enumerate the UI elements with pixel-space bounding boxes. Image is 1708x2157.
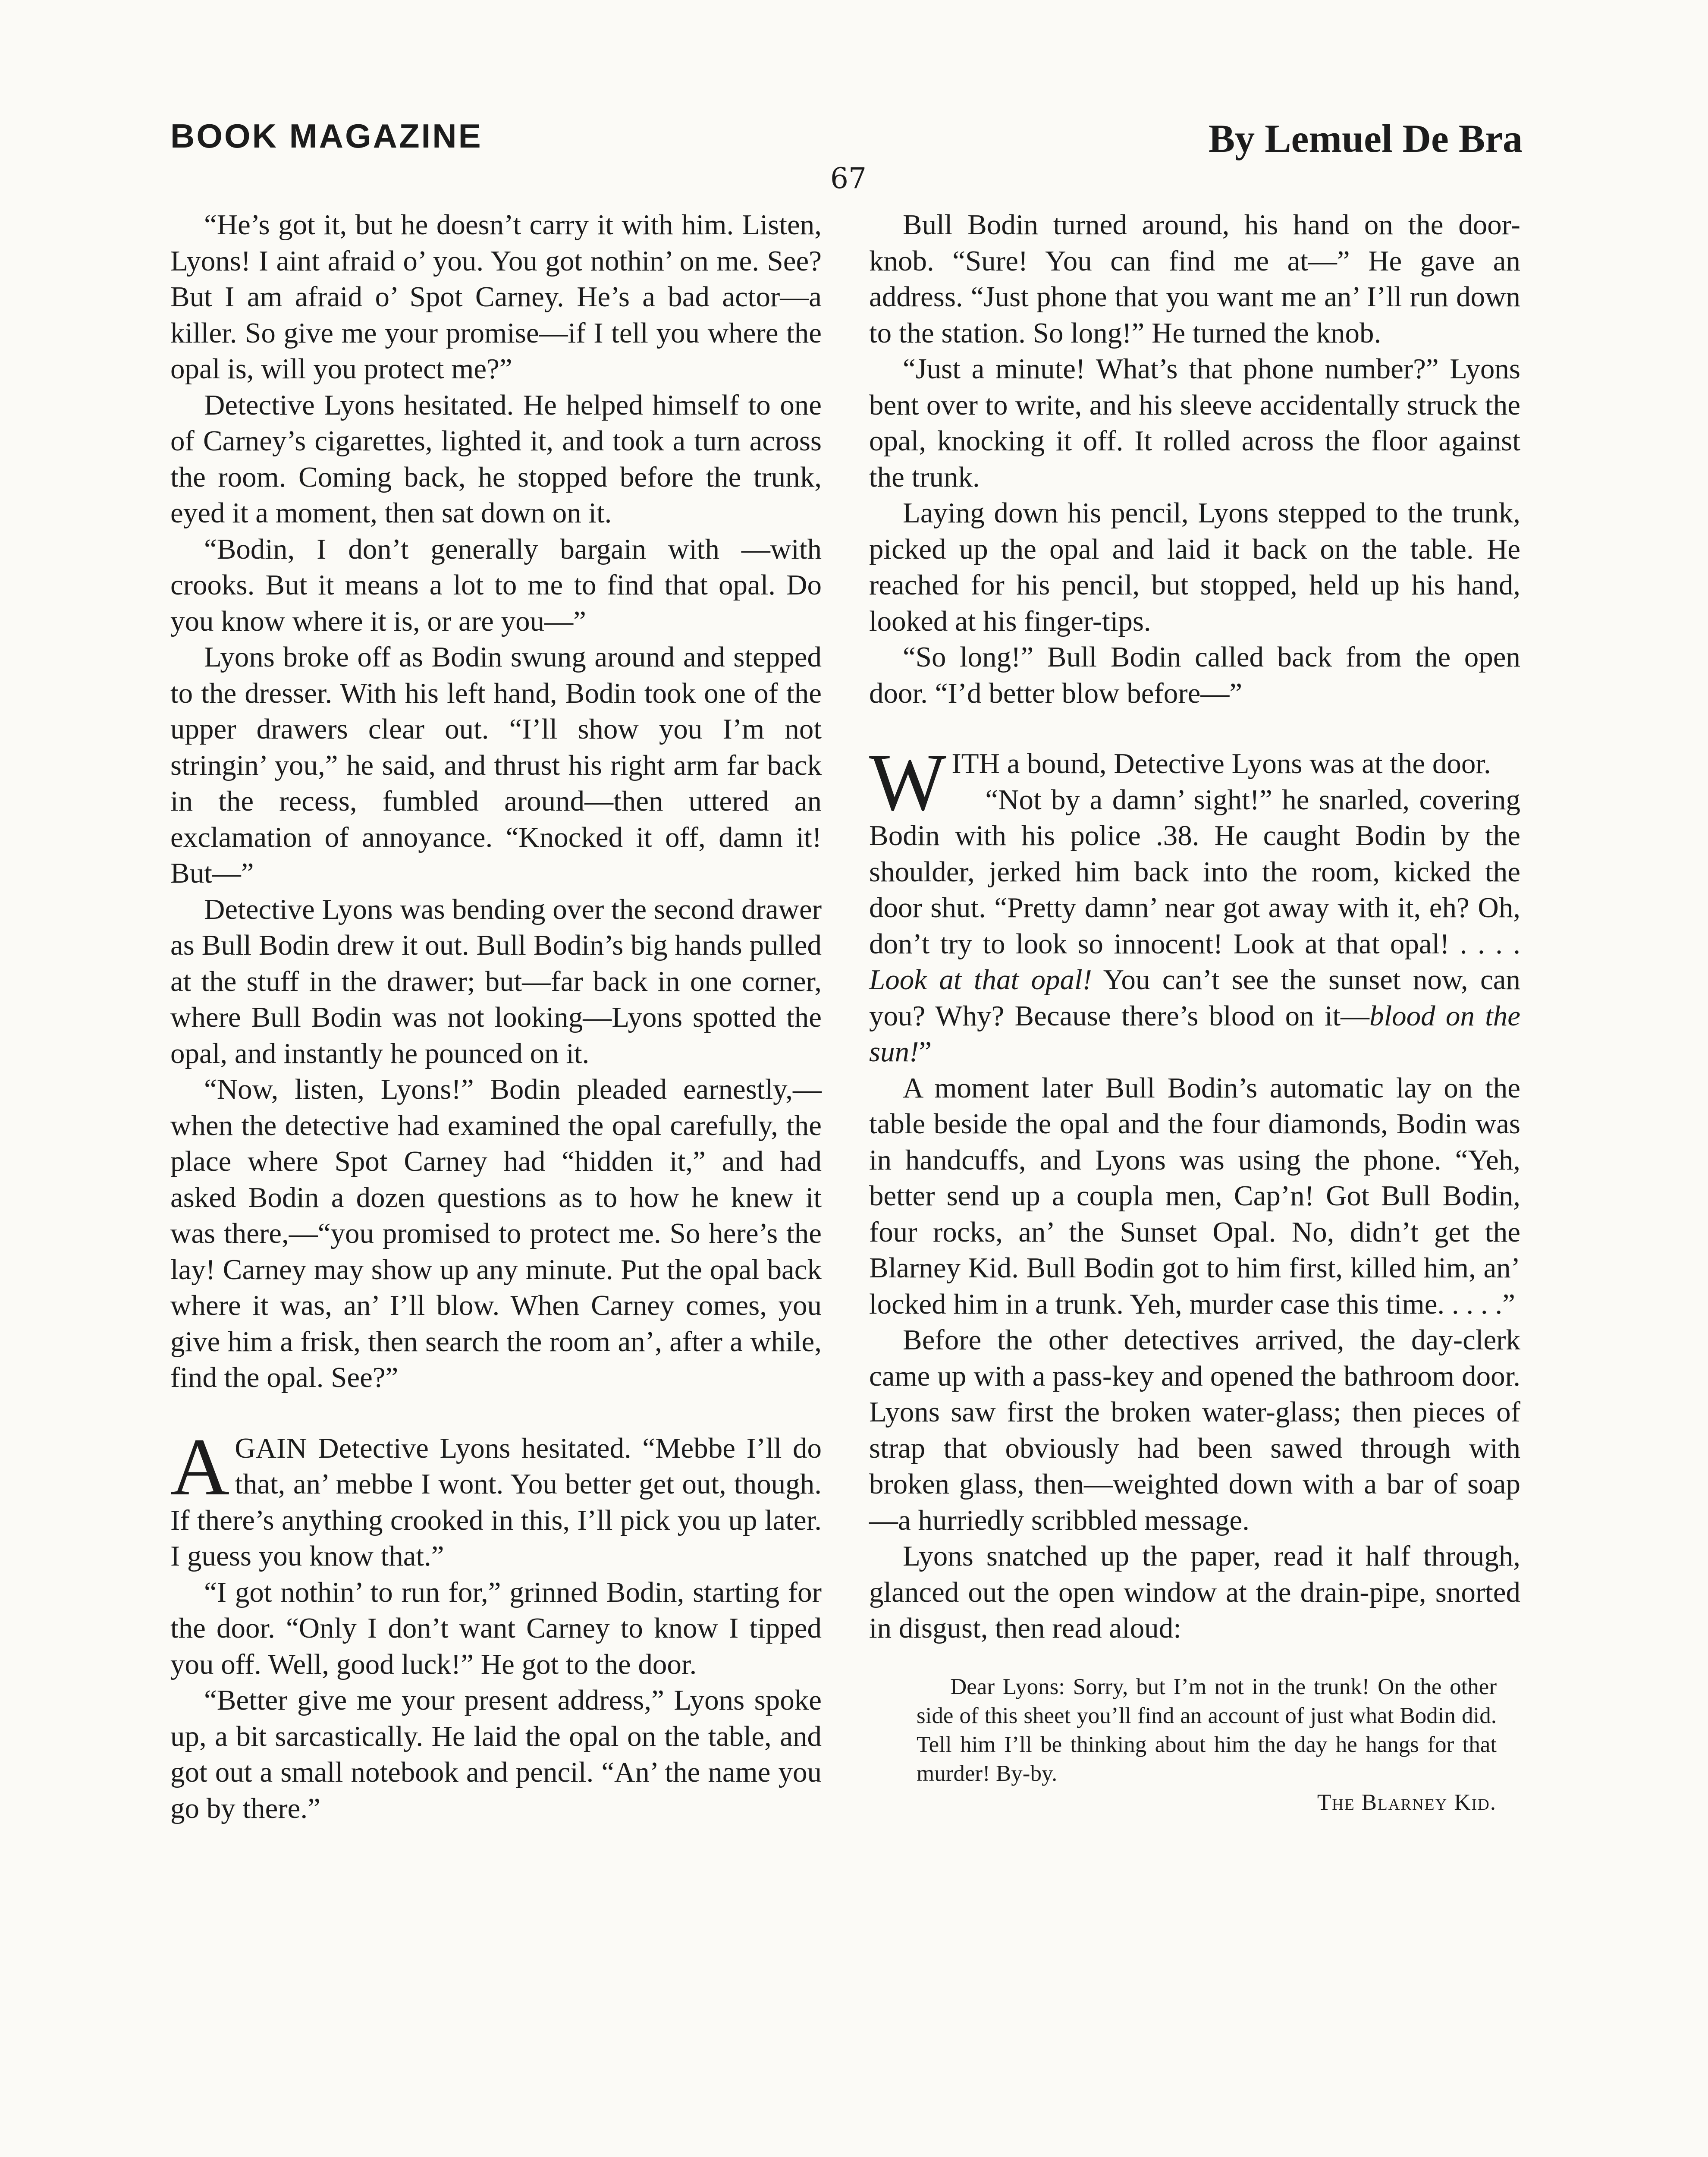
paragraph: “So long!” Bull Bodin called back from the open door. “I’d better blow before—” bbox=[869, 641, 1520, 709]
magazine-title: BOOK MAGAZINE bbox=[170, 117, 483, 155]
paragraph: “Bodin, I don’t generally bargain with —with crooks. But it means a lot to me to find that opal. Do you know where it is, or are you—” bbox=[170, 533, 822, 637]
section-opening-paragraph bbox=[869, 737, 1520, 828]
lead-in-caps: GAIN bbox=[235, 1432, 307, 1464]
page-number: 67 bbox=[830, 162, 867, 195]
paragraph: “I got nothin’ to run for,” grinned Bodin, starting for the door. “Only I don’t want Carney to know I tipped you off. Well, good luck!” He got to the door. bbox=[170, 1576, 822, 1680]
left-column bbox=[170, 207, 822, 1827]
paragraph: Bull Bodin turned around, his hand on the door-knob. “Sure! You can find me at—” He gave an address. “Just phone that you want me an’ I’ll run down to the station. So long!” He turned the knob. bbox=[869, 209, 1520, 349]
lead-in-caps: ITH bbox=[951, 748, 1000, 780]
paragraph-text: a bound, Detective Lyons was at the door. bbox=[999, 748, 1491, 780]
letter-body: Dear Lyons: Sorry, but I’m not in the trunk! On the other side of this sheet you’ll find an account of just what Bodin did. Tell him I’ll be thinking about him the day he hangs for that murder! By-by. bbox=[917, 1674, 1497, 1786]
author-byline: By Lemuel De Bra bbox=[1208, 116, 1523, 160]
section-opening-paragraph bbox=[170, 1421, 822, 1575]
paragraph: A moment later Bull Bodin’s automatic lay on the table beside the opal and the four diamonds, Bodin was in handcuffs, and Lyons was using the phone. “Yeh, better send up a coupla men, Cap’n! Got Bull Bodin, four rocks, an’ the Sunset Opal. No, didn’t get the Blarney Kid. Bull Bodin got to him first, killed him, an’ locked him in a trunk. Yeh, murder case this time. . . . .” bbox=[869, 1072, 1520, 1320]
paragraph-text: “Not by a damn’ sight!” he snarled, covering Bodin with his police .38. He caught Bodin by the shoulder, jerked him back into the room, kicked the door shut. “Pretty damn’ near got away with it, eh? Oh, don’t try to look so innocent! Look at that opal! . . . . bbox=[869, 783, 1520, 960]
paragraph: Laying down his pencil, Lyons stepped to the trunk, picked up the opal and laid it back on the table. He reached for his pencil, but stopped, held up his hand, looked at his finger-tips. bbox=[869, 497, 1520, 637]
paragraph-text: Detective Lyons hesitated. “Mebbe I’ll do that, an’ mebbe I wont. You better get out, though. If there’s anything crooked in this, I’ll pick you up later. I guess you know that.” bbox=[170, 1432, 822, 1572]
section-break bbox=[869, 711, 1520, 746]
paragraph: Before the other detectives arrived, the day-clerk came up with a pass-key and opened the bathroom door. Lyons saw first the broken water-glass; then pieces of strap that obviously had been sawed through with broken glass, then—weighted down with a bar of soap—a hurriedly scribbled message. bbox=[869, 1324, 1520, 1536]
letter-signature: The Blarney Kid. bbox=[1317, 1789, 1497, 1815]
right-column bbox=[869, 207, 1520, 1817]
paragraph-text: ” bbox=[919, 1036, 932, 1068]
paragraph: Detective Lyons was bending over the second drawer as Bull Bodin drew it out. Bull Bodin’s big hands pulled at the stuff in the drawer; but—far back in one corner, where Bull Bodin was not looking—Lyons spotted the opal, and instantly he pounced on it. bbox=[170, 893, 822, 1069]
italic-text: Look at that opal! bbox=[869, 964, 1092, 996]
paragraph: Lyons broke off as Bodin swung around and stepped to the dresser. With his left hand, Bodin took one of the upper drawers clear out. “I’ll show you I’m not stringin’ you,” he said, and thrust his right arm far back in the recess, fumbled around—then uttered an exclamation of annoyance. “Knocked it off, damn it! But—” bbox=[170, 641, 822, 889]
paragraph: “He’s got it, but he doesn’t carry it with him. Listen, Lyons! I aint afraid o’ you. You got nothin’ on me. See? But I am afraid o’ Spot Carney. He’s a bad actor—a killer. So give me your promise—if I tell you where the opal is, will you protect me?” bbox=[170, 209, 822, 385]
paragraph bbox=[869, 782, 1520, 1070]
paragraph: “Just a minute! What’s that phone number?” Lyons bent over to write, and his sleeve accidentally struck the opal, knocking it off. It rolled across the floor against the trunk. bbox=[869, 353, 1520, 493]
paragraph: “Now, listen, Lyons!” Bodin pleaded earnestly,—when the detective had examined the opal carefully, the place where Spot Carney had “hidden it,” and had asked Bodin a dozen questions as to how he knew it was there,—“you promised to protect me. So here’s the lay! Carney may show up any minute. Put the opal back where it was, an’ I’ll blow. When Carney comes, you give him a frisk, then search the room an’, after a while, find the opal. See?” bbox=[170, 1073, 822, 1393]
drop-cap: A bbox=[170, 1421, 230, 1512]
paragraph: Lyons snatched up the paper, read it half through, glanced out the open window at the drain-pipe, snorted in disgust, then read aloud: bbox=[869, 1540, 1520, 1644]
paragraph: “Better give me your present address,” Lyons spoke up, a bit sarcastically. He laid the opal on the table, and got out a small notebook and pencil. “An’ the name you go by there.” bbox=[170, 1684, 822, 1824]
italic-text: blood on the sun! bbox=[869, 1000, 1520, 1068]
paragraph-text: You can’t see the sunset now, can you? Why? Because there’s blood on it— bbox=[869, 964, 1520, 1032]
blarney-kid-letter bbox=[917, 1673, 1497, 1817]
paragraph: Detective Lyons hesitated. He helped himself to one of Carney’s cigarettes, lighted it, and took a turn across the room. Coming back, he stopped before the trunk, eyed it a moment, then sat down on it. bbox=[170, 389, 822, 529]
drop-cap: W bbox=[869, 737, 947, 828]
section-break bbox=[170, 1396, 822, 1431]
